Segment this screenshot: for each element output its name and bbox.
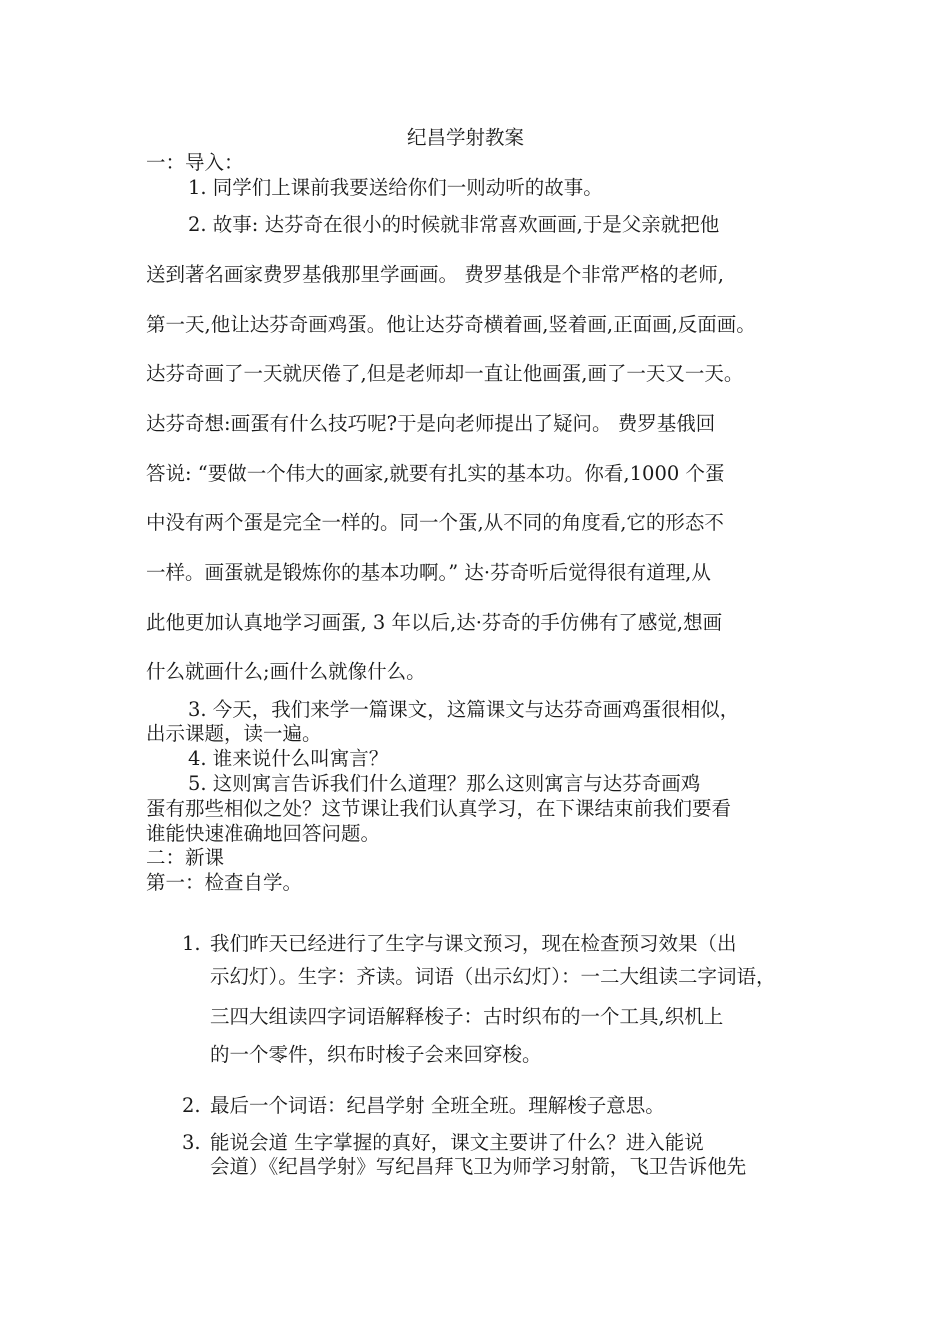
- intro-item-5-line: 谁能快速准确地回答问题。: [146, 822, 381, 845]
- intro-item-5-line: 蛋有那些相似之处？这节课让我们认真学习，在下课结束前我们要看: [146, 797, 732, 820]
- list-number: 1.: [182, 932, 201, 955]
- intro-item-4: 4. 谁来说什么叫寓言？: [188, 747, 389, 770]
- story-line: 此他更加认真地学习画蛋, 3 年以后,达·芬奇的手仿佛有了感觉,想画: [146, 611, 723, 634]
- intro-item-3-line: 3. 今天，我们来学一篇课文，这篇课文与达芬奇画鸡蛋很相似，: [188, 698, 740, 721]
- story-line: 达芬奇画了一天就厌倦了,但是老师却一直让他画蛋,画了一天又一天。: [146, 362, 744, 385]
- list-item-line: 最后一个词语：纪昌学射 全班全班。理解梭子意思。: [210, 1094, 665, 1117]
- story-line: 答说: “要做一个伟大的画家,就要有扎实的基本功。你看,1000 个蛋: [146, 462, 725, 485]
- list-number: 3.: [182, 1131, 201, 1154]
- section-heading-intro: 一：导入：: [146, 151, 244, 174]
- story-line: 一样。画蛋就是锻炼你的基本功啊。” 达·芬奇听后觉得很有道理,从: [146, 561, 711, 584]
- intro-item-1: 1. 同学们上课前我要送给你们一则动听的故事。: [188, 176, 603, 199]
- section-heading-new-lesson: 二：新课: [146, 846, 225, 869]
- list-item-line: 会道）《纪昌学射》写纪昌拜飞卫为师学习射箭，飞卫告诉他先: [210, 1155, 747, 1178]
- story-line: 中没有两个蛋是完全一样的。同一个蛋,从不同的角度看,它的形态不: [146, 511, 724, 534]
- page-title: 纪昌学射教案: [407, 126, 525, 149]
- intro-item-5-line: 5. 这则寓言告诉我们什么道理？那么这则寓言与达芬奇画鸡: [188, 772, 701, 795]
- story-line: 什么就画什么;画什么就像什么。: [146, 660, 426, 683]
- list-item-line: 能说会道 生字掌握的真好，课文主要讲了什么？进入能说: [210, 1131, 704, 1154]
- subsection-heading-self-study: 第一：检查自学。: [146, 871, 303, 894]
- story-line: 达芬奇想:画蛋有什么技巧呢?于是向老师提出了疑问。 费罗基俄回: [146, 412, 716, 435]
- list-item-line: 我们昨天已经进行了生字与课文预习，现在检查预习效果（出: [210, 932, 737, 955]
- list-item-line: 三四大组读四字词语解释梭子：古时织布的一个工具,织机上: [210, 1005, 724, 1028]
- story-line: 送到著名画家费罗基俄那里学画画。 费罗基俄是个非常严格的老师,: [146, 263, 724, 286]
- story-line: 第一天,他让达芬奇画鸡蛋。他让达芬奇横着画,竖着画,正面画,反面画。: [146, 313, 756, 336]
- list-item-line: 示幻灯）。生字：齐读。词语（出示幻灯）：一二大组读二字词语，: [210, 965, 776, 988]
- story-line: 2. 故事: 达芬奇在很小的时候就非常喜欢画画,于是父亲就把他: [188, 213, 720, 236]
- list-item-line: 的一个零件，织布时梭子会来回穿梭。: [210, 1043, 542, 1066]
- intro-item-3-line: 出示课题，读一遍。: [146, 722, 322, 745]
- list-number: 2.: [182, 1094, 201, 1117]
